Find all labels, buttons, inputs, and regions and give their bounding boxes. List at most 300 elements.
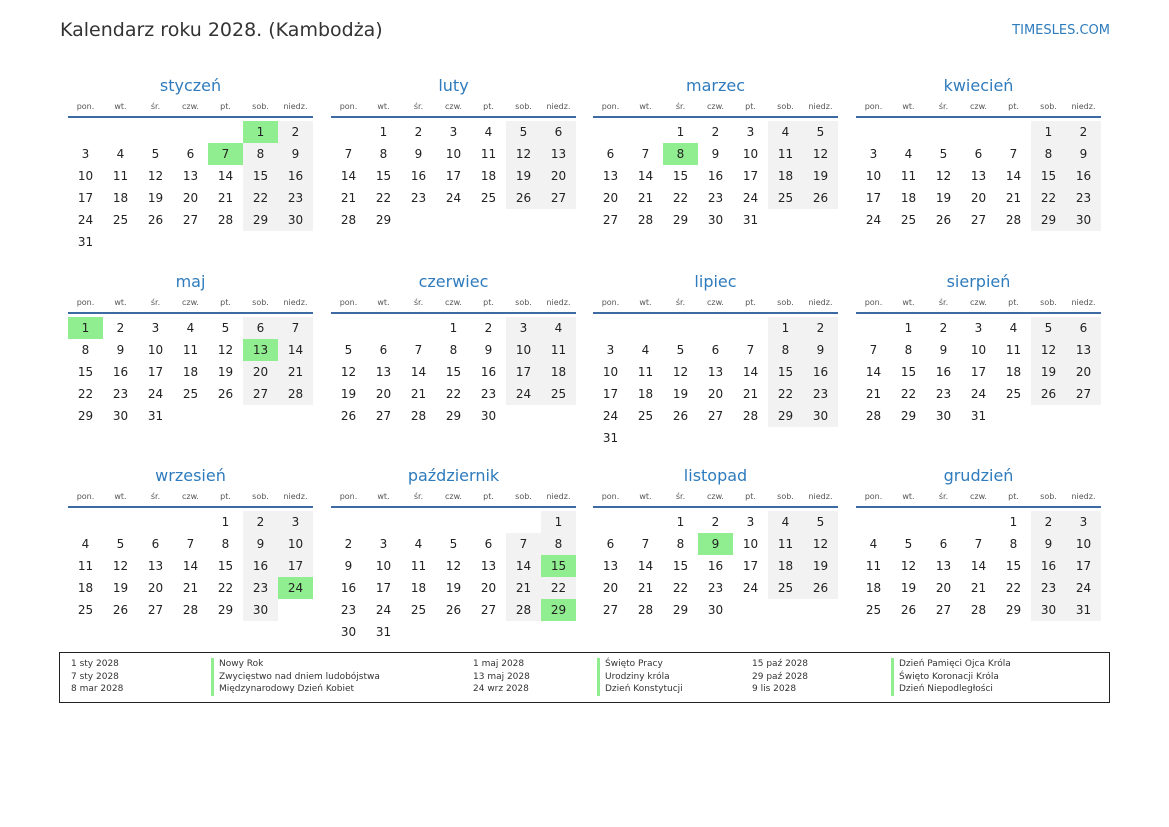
day-cell: 19 xyxy=(1031,361,1066,383)
day-cell: 3 xyxy=(974,321,983,335)
day-cell: 24 xyxy=(602,409,619,423)
empty-cell xyxy=(173,121,208,143)
day-cell: 3 xyxy=(1066,511,1101,533)
weekday-label: wt. xyxy=(377,298,390,307)
day-grid xyxy=(331,121,576,231)
holiday-day-cell: 13 xyxy=(243,339,278,361)
weekday-label: wt. xyxy=(377,492,390,501)
day-cell: 23 xyxy=(1066,187,1101,209)
legend-date: 15 paź 2028 xyxy=(752,659,809,669)
day-cell: 24 xyxy=(77,213,94,227)
day-cell: 15 xyxy=(375,169,392,183)
day-cell: 28 xyxy=(410,409,427,423)
day-cell: 1 xyxy=(768,317,803,339)
month-name: maj xyxy=(175,272,206,291)
day-cell: 13 xyxy=(970,169,987,183)
weekday-label: śr. xyxy=(413,492,424,501)
day-cell: 9 xyxy=(116,343,125,357)
day-cell: 20 xyxy=(541,165,576,187)
weekday-label: niedz. xyxy=(283,102,308,111)
day-cell: 21 xyxy=(278,361,313,383)
day-cell: 6 xyxy=(541,121,576,143)
day-cell: 19 xyxy=(340,387,357,401)
weekday-label: pon. xyxy=(76,298,95,307)
month-name: grudzień xyxy=(943,466,1014,485)
day-cell: 20 xyxy=(602,581,619,595)
day-cell: 9 xyxy=(414,147,423,161)
day-cell: 30 xyxy=(1031,599,1066,621)
day-cell: 16 xyxy=(340,581,357,595)
day-cell: 26 xyxy=(506,187,541,209)
month-block xyxy=(856,270,1101,427)
day-cell: 6 xyxy=(711,343,720,357)
day-cell: 14 xyxy=(278,339,313,361)
empty-cell xyxy=(506,511,541,533)
day-cell: 14 xyxy=(637,559,654,573)
day-grid xyxy=(856,511,1101,621)
day-cell: 17 xyxy=(147,365,164,379)
legend-holiday-name: Nowy Rok xyxy=(211,658,380,671)
day-cell: 15 xyxy=(77,365,94,379)
day-cell: 10 xyxy=(278,533,313,555)
day-cell: 6 xyxy=(1066,317,1101,339)
empty-cell xyxy=(856,511,891,533)
day-cell: 30 xyxy=(243,599,278,621)
weekday-header xyxy=(593,100,838,118)
day-cell: 11 xyxy=(1005,343,1022,357)
day-cell: 17 xyxy=(742,559,759,573)
weekday-label: niedz. xyxy=(1071,298,1096,307)
day-cell: 23 xyxy=(707,581,724,595)
day-cell: 11 xyxy=(77,559,94,573)
day-cell: 26 xyxy=(672,409,689,423)
holiday-day-cell: 7 xyxy=(208,143,243,165)
day-cell: 18 xyxy=(410,581,427,595)
month-block xyxy=(856,74,1101,231)
day-cell: 3 xyxy=(746,515,755,529)
day-cell: 17 xyxy=(970,365,987,379)
day-cell: 22 xyxy=(77,387,94,401)
weekday-label: sob. xyxy=(1040,298,1057,307)
month-name: kwiecień xyxy=(943,76,1014,95)
day-cell: 30 xyxy=(340,625,357,639)
weekday-header xyxy=(856,296,1101,314)
day-cell: 25 xyxy=(112,213,129,227)
day-cell: 11 xyxy=(865,559,882,573)
weekday-label: czw. xyxy=(707,298,724,307)
empty-cell xyxy=(891,511,926,533)
day-grid xyxy=(856,317,1101,427)
day-cell: 13 xyxy=(541,143,576,165)
day-cell: 28 xyxy=(637,603,654,617)
day-cell: 1 xyxy=(1031,121,1066,143)
day-cell: 31 xyxy=(742,213,759,227)
empty-cell xyxy=(926,511,961,533)
day-cell: 8 xyxy=(81,343,90,357)
day-cell: 2 xyxy=(1066,121,1101,143)
day-cell: 29 xyxy=(375,213,392,227)
day-cell: 29 xyxy=(77,409,94,423)
weekday-label: niedz. xyxy=(808,102,833,111)
day-cell: 22 xyxy=(1005,581,1022,595)
weekday-label: pt. xyxy=(1008,492,1019,501)
day-cell: 17 xyxy=(77,191,94,205)
empty-cell xyxy=(628,317,663,339)
day-cell: 10 xyxy=(742,147,759,161)
day-cell: 25 xyxy=(182,387,199,401)
empty-cell xyxy=(996,121,1031,143)
day-cell: 30 xyxy=(803,405,838,427)
day-cell: 9 xyxy=(939,343,948,357)
day-cell: 13 xyxy=(602,559,619,573)
day-cell: 4 xyxy=(116,147,125,161)
weekday-label: śr. xyxy=(413,298,424,307)
weekday-label: sob. xyxy=(777,298,794,307)
day-cell: 2 xyxy=(939,321,948,335)
weekday-label: sob. xyxy=(252,102,269,111)
day-cell: 24 xyxy=(375,603,392,617)
day-cell: 8 xyxy=(541,533,576,555)
empty-cell xyxy=(331,511,366,533)
legend-holiday-name: Międzynarodowy Dzień Kobiet xyxy=(211,683,380,696)
day-cell: 11 xyxy=(768,533,803,555)
day-cell: 14 xyxy=(970,559,987,573)
month-block xyxy=(856,464,1101,621)
holiday-day-cell: 15 xyxy=(541,555,576,577)
day-cell: 31 xyxy=(147,409,164,423)
day-cell: 4 xyxy=(1009,321,1018,335)
day-cell: 8 xyxy=(221,537,230,551)
day-cell: 1 xyxy=(1009,515,1018,529)
day-cell: 27 xyxy=(707,409,724,423)
weekday-label: niedz. xyxy=(283,298,308,307)
day-cell: 1 xyxy=(676,515,685,529)
legend-date: 29 paź 2028 xyxy=(752,671,809,682)
weekday-label: wt. xyxy=(902,102,915,111)
month-block xyxy=(68,270,313,427)
day-cell: 14 xyxy=(217,169,234,183)
weekday-label: pt. xyxy=(483,492,494,501)
month-name: listopad xyxy=(683,466,748,485)
day-cell: 4 xyxy=(541,317,576,339)
weekday-label: pt. xyxy=(483,298,494,307)
day-cell: 1 xyxy=(379,125,388,139)
day-cell: 15 xyxy=(1031,165,1066,187)
legend-holiday-name: Zwycięstwo nad dniem ludobójstwa xyxy=(211,671,380,684)
weekday-label: śr. xyxy=(150,298,161,307)
weekday-label: wt. xyxy=(114,102,127,111)
day-cell: 4 xyxy=(768,121,803,143)
day-cell: 30 xyxy=(707,213,724,227)
day-cell: 17 xyxy=(742,169,759,183)
empty-cell xyxy=(173,511,208,533)
day-cell: 26 xyxy=(803,577,838,599)
day-cell: 4 xyxy=(186,321,195,335)
weekday-label: niedz. xyxy=(546,102,571,111)
weekday-header xyxy=(331,490,576,508)
weekday-label: niedz. xyxy=(546,298,571,307)
weekday-label: śr. xyxy=(938,492,949,501)
day-cell: 9 xyxy=(243,533,278,555)
day-cell: 13 xyxy=(707,365,724,379)
day-cell: 21 xyxy=(182,581,199,595)
legend-dates-col-2 xyxy=(473,658,530,696)
day-cell: 21 xyxy=(410,387,427,401)
weekday-label: niedz. xyxy=(1071,492,1096,501)
weekday-label: czw. xyxy=(182,102,199,111)
day-cell: 15 xyxy=(217,559,234,573)
day-cell: 5 xyxy=(904,537,913,551)
day-cell: 8 xyxy=(243,143,278,165)
day-cell: 12 xyxy=(506,143,541,165)
day-cell: 26 xyxy=(112,603,129,617)
day-cell: 24 xyxy=(742,191,759,205)
legend-date: 13 maj 2028 xyxy=(473,671,530,682)
weekday-label: czw. xyxy=(970,102,987,111)
day-cell: 7 xyxy=(414,343,423,357)
day-cell: 19 xyxy=(935,191,952,205)
day-cell: 10 xyxy=(147,343,164,357)
day-cell: 7 xyxy=(186,537,195,551)
weekday-label: wt. xyxy=(902,298,915,307)
day-cell: 10 xyxy=(865,169,882,183)
day-cell: 29 xyxy=(672,213,689,227)
weekday-label: sob. xyxy=(515,492,532,501)
day-cell: 5 xyxy=(449,537,458,551)
weekday-label: czw. xyxy=(707,492,724,501)
day-cell: 12 xyxy=(672,365,689,379)
day-cell: 2 xyxy=(711,515,720,529)
empty-cell xyxy=(926,121,961,143)
day-grid xyxy=(593,121,838,231)
day-cell: 10 xyxy=(1066,533,1101,555)
legend-date: 7 sty 2028 xyxy=(71,671,119,682)
day-cell: 28 xyxy=(217,213,234,227)
day-cell: 27 xyxy=(602,213,619,227)
legend-holiday-name: Święto Koronacji Króla xyxy=(891,671,1011,684)
day-cell: 24 xyxy=(147,387,164,401)
month-block xyxy=(331,74,576,231)
day-cell: 6 xyxy=(606,537,615,551)
day-cell: 5 xyxy=(506,121,541,143)
day-cell: 27 xyxy=(147,603,164,617)
day-cell: 4 xyxy=(484,125,493,139)
day-cell: 7 xyxy=(1009,147,1018,161)
day-cell: 23 xyxy=(1031,577,1066,599)
month-name: styczeń xyxy=(159,76,222,95)
day-cell: 28 xyxy=(278,383,313,405)
day-cell: 7 xyxy=(746,343,755,357)
day-cell: 10 xyxy=(970,343,987,357)
day-cell: 8 xyxy=(904,343,913,357)
holiday-day-cell: 9 xyxy=(698,533,733,555)
day-cell: 14 xyxy=(742,365,759,379)
legend-names-col-2 xyxy=(597,658,683,696)
weekday-header xyxy=(68,100,313,118)
weekday-label: wt. xyxy=(639,492,652,501)
empty-cell xyxy=(138,511,173,533)
day-cell: 30 xyxy=(278,209,313,231)
empty-cell xyxy=(593,511,628,533)
weekday-label: pon. xyxy=(601,298,620,307)
day-cell: 6 xyxy=(974,147,983,161)
empty-cell xyxy=(103,121,138,143)
day-cell: 12 xyxy=(1031,339,1066,361)
day-cell: 16 xyxy=(410,169,427,183)
day-cell: 12 xyxy=(803,143,838,165)
legend-dates-col-3 xyxy=(752,658,808,696)
day-cell: 3 xyxy=(746,125,755,139)
empty-cell xyxy=(208,121,243,143)
day-cell: 24 xyxy=(742,581,759,595)
weekday-label: pon. xyxy=(76,492,95,501)
day-cell: 12 xyxy=(147,169,164,183)
month-name: październik xyxy=(407,466,500,485)
weekday-label: sob. xyxy=(252,298,269,307)
day-cell: 11 xyxy=(410,559,427,573)
day-cell: 5 xyxy=(221,321,230,335)
day-cell: 16 xyxy=(707,169,724,183)
day-cell: 7 xyxy=(344,147,353,161)
day-cell: 15 xyxy=(672,559,689,573)
day-cell: 7 xyxy=(506,533,541,555)
legend-names-col-1 xyxy=(211,658,380,696)
day-cell: 11 xyxy=(637,365,654,379)
day-cell: 28 xyxy=(1005,213,1022,227)
day-cell: 2 xyxy=(711,125,720,139)
day-cell: 18 xyxy=(637,387,654,401)
day-cell: 25 xyxy=(541,383,576,405)
day-cell: 17 xyxy=(602,387,619,401)
day-cell: 3 xyxy=(81,147,90,161)
weekday-label: czw. xyxy=(970,492,987,501)
day-cell: 21 xyxy=(1005,191,1022,205)
day-cell: 18 xyxy=(900,191,917,205)
weekday-label: wt. xyxy=(114,298,127,307)
day-cell: 2 xyxy=(803,317,838,339)
day-cell: 14 xyxy=(1005,169,1022,183)
day-cell: 4 xyxy=(904,147,913,161)
day-cell: 17 xyxy=(865,191,882,205)
day-cell: 14 xyxy=(506,555,541,577)
day-cell: 31 xyxy=(77,235,94,249)
day-cell: 13 xyxy=(147,559,164,573)
weekday-label: wt. xyxy=(639,102,652,111)
day-cell: 9 xyxy=(278,143,313,165)
day-cell: 5 xyxy=(344,343,353,357)
legend-date: 8 mar 2028 xyxy=(71,684,124,694)
day-cell: 22 xyxy=(768,383,803,405)
day-cell: 16 xyxy=(243,555,278,577)
day-cell: 17 xyxy=(1066,555,1101,577)
day-cell: 26 xyxy=(217,387,234,401)
day-cell: 21 xyxy=(637,191,654,205)
weekday-label: sob. xyxy=(252,492,269,501)
weekday-label: pt. xyxy=(745,102,756,111)
day-cell: 26 xyxy=(900,603,917,617)
empty-cell xyxy=(628,121,663,143)
day-cell: 27 xyxy=(935,603,952,617)
day-cell: 19 xyxy=(803,555,838,577)
day-cell: 22 xyxy=(541,577,576,599)
day-cell: 3 xyxy=(869,147,878,161)
weekday-header xyxy=(331,296,576,314)
weekday-label: sob. xyxy=(515,102,532,111)
day-cell: 12 xyxy=(445,559,462,573)
day-cell: 18 xyxy=(541,361,576,383)
day-cell: 6 xyxy=(243,317,278,339)
day-cell: 31 xyxy=(375,625,392,639)
day-cell: 15 xyxy=(672,169,689,183)
weekday-label: pon. xyxy=(339,298,358,307)
day-cell: 6 xyxy=(186,147,195,161)
day-cell: 22 xyxy=(672,581,689,595)
day-cell: 14 xyxy=(410,365,427,379)
day-cell: 13 xyxy=(375,365,392,379)
day-cell: 6 xyxy=(151,537,160,551)
legend-holiday-name: Dzień Niepodległości xyxy=(891,683,1011,696)
empty-cell xyxy=(961,511,996,533)
day-cell: 5 xyxy=(939,147,948,161)
day-cell: 9 xyxy=(711,147,720,161)
day-cell: 10 xyxy=(506,339,541,361)
day-cell: 29 xyxy=(1005,603,1022,617)
day-cell: 19 xyxy=(112,581,129,595)
weekday-label: pt. xyxy=(745,492,756,501)
day-cell: 11 xyxy=(541,339,576,361)
day-cell: 25 xyxy=(768,187,803,209)
day-cell: 25 xyxy=(77,603,94,617)
day-cell: 1 xyxy=(541,511,576,533)
holiday-day-cell: 8 xyxy=(663,143,698,165)
day-cell: 18 xyxy=(77,581,94,595)
weekday-label: niedz. xyxy=(283,492,308,501)
day-cell: 22 xyxy=(672,191,689,205)
day-cell: 2 xyxy=(414,125,423,139)
day-cell: 27 xyxy=(480,603,497,617)
weekday-label: czw. xyxy=(707,102,724,111)
day-cell: 6 xyxy=(606,147,615,161)
day-cell: 21 xyxy=(637,581,654,595)
day-cell: 16 xyxy=(112,365,129,379)
month-name: marzec xyxy=(685,76,745,95)
month-block xyxy=(68,74,313,253)
day-cell: 11 xyxy=(480,147,497,161)
legend-holiday-name: Dzień Pamięci Ojca Króla xyxy=(891,658,1011,671)
weekday-header xyxy=(68,490,313,508)
day-cell: 22 xyxy=(1031,187,1066,209)
day-cell: 28 xyxy=(340,213,357,227)
day-cell: 28 xyxy=(637,213,654,227)
day-cell: 16 xyxy=(803,361,838,383)
site-link[interactable]: TIMESLES.COM xyxy=(1012,23,1110,38)
weekday-label: sob. xyxy=(1040,492,1057,501)
day-cell: 21 xyxy=(506,577,541,599)
weekday-label: niedz. xyxy=(1071,102,1096,111)
day-cell: 24 xyxy=(506,383,541,405)
day-grid xyxy=(331,317,576,427)
day-cell: 16 xyxy=(480,365,497,379)
weekday-label: śr. xyxy=(675,298,686,307)
empty-cell xyxy=(331,317,366,339)
empty-cell xyxy=(961,121,996,143)
weekday-label: sob. xyxy=(515,298,532,307)
day-cell: 23 xyxy=(278,187,313,209)
weekday-label: czw. xyxy=(445,102,462,111)
day-cell: 12 xyxy=(112,559,129,573)
day-cell: 16 xyxy=(1066,165,1101,187)
day-cell: 18 xyxy=(112,191,129,205)
